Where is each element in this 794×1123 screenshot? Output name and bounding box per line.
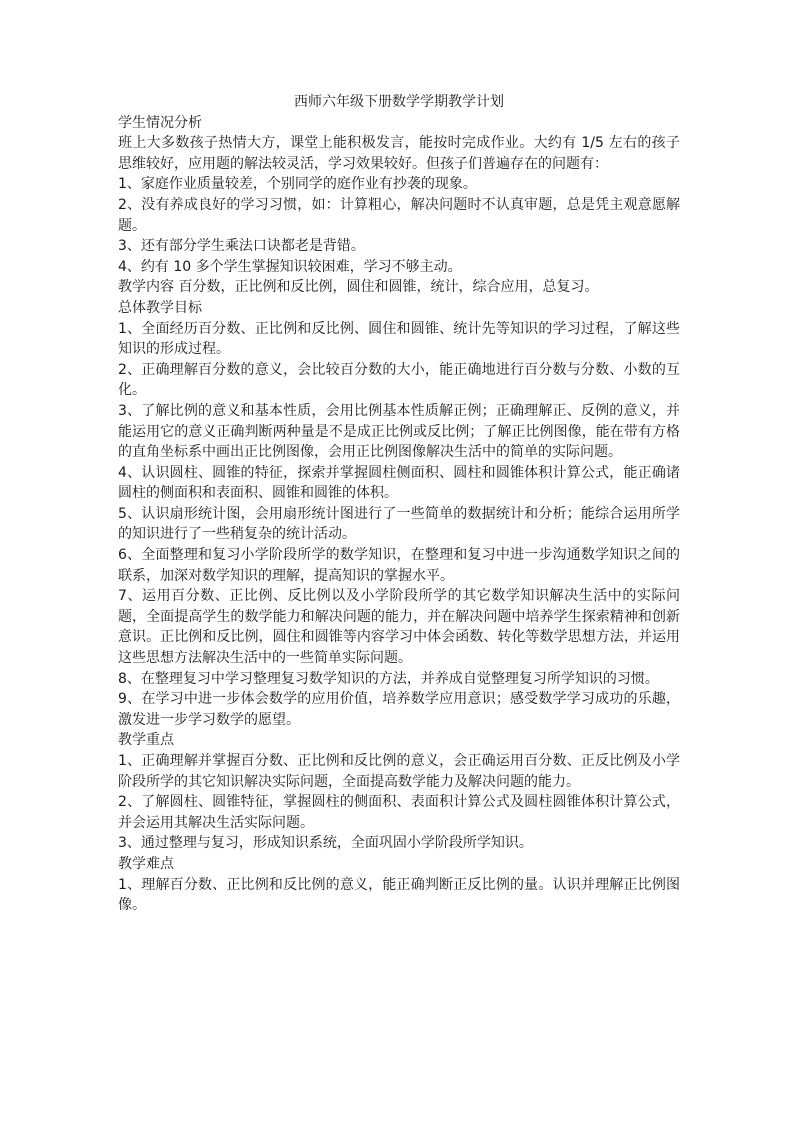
paragraph: 1、正确理解并掌握百分数、正比例和反比例的意义，会正确运用百分数、正反比例及小学阶段所学的其它知识解决实际问题，全面提高数学能力及解决问题的能力。 <box>118 753 680 790</box>
paragraph: 8、在整理复习中学习整理复习数学知识的方法，并养成自觉整理复习所学知识的习惯。 <box>118 670 659 687</box>
paragraph: 4、认识圆柱、圆锥的特征，探索并掌握圆柱侧面积、圆柱和圆锥体积计算公式，能正确诸圆柱的侧面积和表面积、圆锥和圆锥的体积。 <box>118 464 680 502</box>
page-title: 西师六年级下册数学学期教学计划 <box>294 94 504 110</box>
paragraph: 3、了解比例的意义和基本性质，会用比例基本性质解正例；正确理解正、反例的意义，并能运用它的意义正确判断两种量是不是成正比例或反比例；了解正比例图像，能在带有方格的直角坐标系中画出正比例图像，会用正比例图像解决生活中的简单的实际问题。 <box>118 402 680 461</box>
paragraph: 3、还有部分学生乘法口诀都老是背错。 <box>118 238 365 255</box>
section-heading: 教学难点 <box>118 855 174 872</box>
paragraph: 3、通过整理与复习，形成知识系统，全面巩固小学阶段所学知识。 <box>118 835 533 852</box>
paragraph: 1、家庭作业质量较差，个别同学的庭作业有抄袭的现象。 <box>118 176 477 193</box>
paragraph: 5、认识扇形统计图，会用扇形统计图进行了一些简单的数据统计和分析；能综合运用所学的知识进行了一些稍复杂的统计活动。 <box>118 505 680 543</box>
paragraph: 1、全面经历百分数、正比例和反比例、圆住和圆锥、统计先等知识的学习过程，了解这些知识的形成过程。 <box>118 320 680 358</box>
paragraph: 9、在学习中进一步体会数学的应用价值，培养数学应用意识；感受数学学习成功的乐趣，激发进一步学习数学的愿望。 <box>118 691 680 728</box>
section-heading: 总体教学目标 <box>118 299 202 316</box>
paragraph: 班上大多数孩子热情大方，课堂上能积极发言，能按时完成作业。大约有 1/5 左右的孩子思维较好，应用题的解法较灵活，学习效果较好。但孩子们普遍存在的问题有： <box>118 135 680 172</box>
paragraph: 教学内容 百分数，正比例和反比例，圆住和圆锥，统计，综合应用，总复习。 <box>118 279 599 296</box>
section-heading: 学生情况分析 <box>118 114 202 131</box>
document-body <box>118 92 680 916</box>
paragraph: 2、了解圆柱、圆锥特征，掌握圆柱的侧面积、表面积计算公式及圆柱圆锥体积计算公式，并会运用其解决生活实际问题。 <box>118 794 680 831</box>
paragraph: 2、没有养成良好的学习习惯，如：计算粗心，解决问题时不认真审题，总是凭主观意愿解题。 <box>118 196 680 234</box>
paragraph: 6、全面整理和复习小学阶段所学的数学知识，在整理和复习中进一步沟通数学知识之间的联系，加深对数学知识的理解，提高知识的掌握水平。 <box>118 547 680 584</box>
section-heading: 教学重点 <box>118 732 174 749</box>
document-blocks <box>118 113 680 916</box>
paragraph: 1、理解百分数、正比例和反比例的意义，能正确判断正反比例的量。认识并理解正比例图像。 <box>118 876 680 914</box>
paragraph: 7、运用百分数、正比例、反比例以及小学阶段所学的其它数学知识解决生活中的实际问题，全面提高学生的数学能力和解决问题的能力，并在解决问题中培养学生探索精神和创新意识。正比例和反比例，圆住和圆锥等内容学习中体会函数、转化等数学思想方法，并运用这些思想方法解决生活中的一些简单实际问题。 <box>118 588 680 667</box>
paragraph: 4、约有 10 多个学生掌握知识较困难，学习不够主动。 <box>118 258 462 275</box>
paragraph: 2、正确理解百分数的意义，会比较百分数的大小，能正确地进行百分数与分数、小数的互化。 <box>118 361 680 399</box>
